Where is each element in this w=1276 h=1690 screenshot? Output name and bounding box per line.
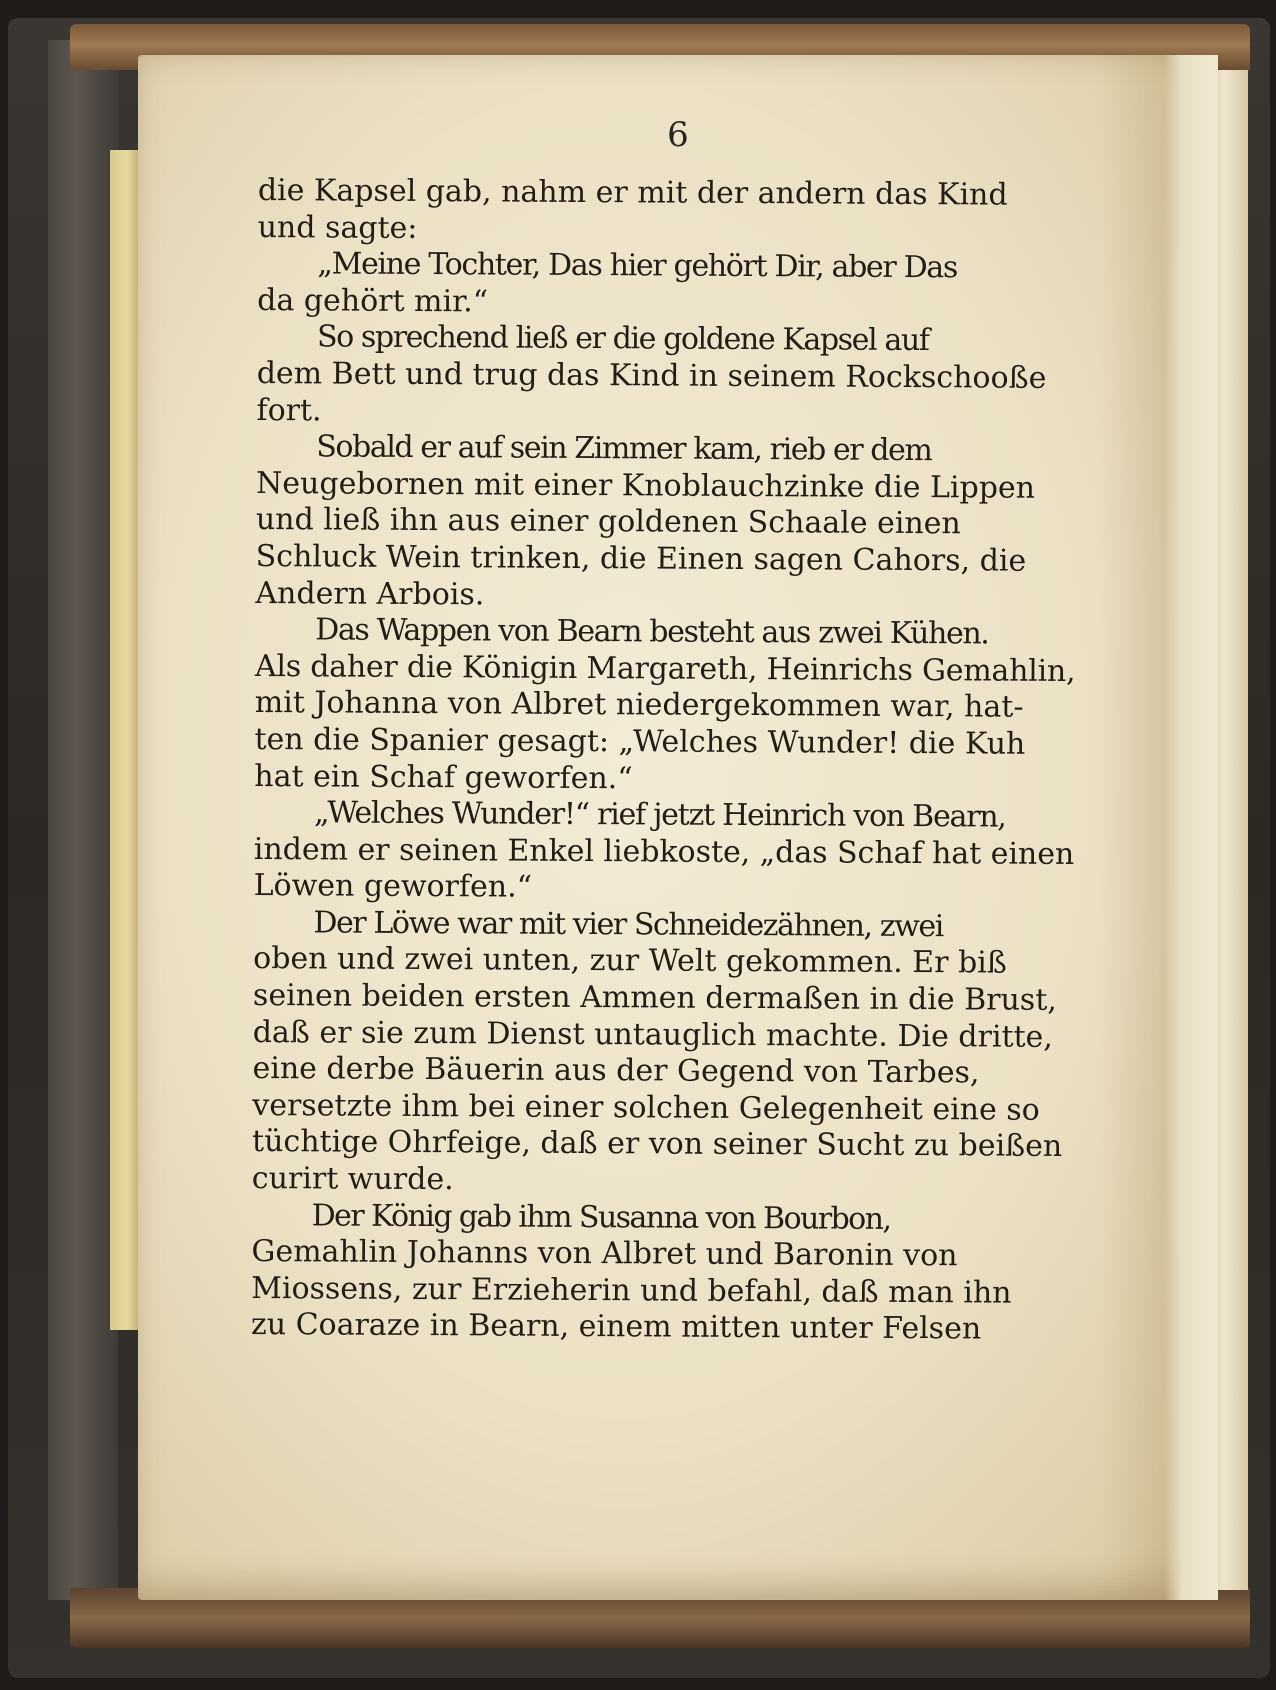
text-line: fort. — [256, 392, 322, 428]
text-line: mit Johanna von Albret niedergekommen war, hat- — [254, 685, 1024, 725]
endpaper-strip — [110, 150, 138, 1330]
text-line: ten die Spanier gesagt: „Welches Wunder! die Kuh — [254, 721, 1026, 762]
text-line: Der Löwe war mit vier Schneidezähnen, zwei — [313, 905, 944, 945]
text-line: „Meine Tochter, Das hier gehört Dir, aber Das — [317, 246, 958, 286]
page-gutter-shadow — [1098, 55, 1218, 1600]
text-line: curirt wurde. — [251, 1161, 454, 1198]
page-number: 6 — [667, 115, 689, 155]
text-line: da gehört mir.“ — [257, 282, 489, 320]
paragraph — [254, 612, 1075, 800]
text-line: Andern Arbois. — [255, 575, 485, 612]
paragraph — [254, 795, 1075, 910]
text-line: versetzte ihm bei einer solchen Gelegenheit eine so — [252, 1087, 1040, 1128]
text-line: Als daher die Königin Margareth, Heinrichs Gemahlin, — [254, 648, 1076, 689]
text-line: tüchtige Ohrfeige, daß er von seiner Sucht zu beißen — [251, 1124, 1063, 1165]
text-line: Schluck Wein trinken, die Einen sagen Cahors, die — [255, 538, 1027, 579]
text-line: dem Bett und trug das Kind in seinem Rockschooße — [256, 355, 1047, 396]
text-line: zu Coaraze in Bearn, einem mitten unter Felsen — [250, 1307, 982, 1347]
text-line: Miossens, zur Erzieherin und befahl, daß man ihn — [251, 1270, 1012, 1311]
paragraph — [257, 246, 1077, 324]
text-line: und ließ ihn aus einer goldenen Schaale einen — [255, 502, 961, 542]
paragraph — [255, 429, 1076, 617]
text-line: oben und zwei unten, zur Welt gekommen. Er biß — [253, 941, 1007, 982]
text-line: die Kapsel gab, nahm er mit der andern das Kind — [257, 173, 1008, 213]
cover-board-left — [48, 40, 118, 1600]
text-line: indem er seinen Enkel liebkoste, „das Schaf hat einen — [253, 831, 1075, 872]
text-line: Sobald er auf sein Zimmer kam, rieb er dem — [316, 429, 932, 469]
paragraph — [252, 905, 1074, 1203]
text-line: Der König gab ihm Susanna von Bourbon, — [311, 1197, 891, 1237]
text-line: und sagte: — [257, 209, 418, 246]
text-line: „Welches Wunder!“ rief jetzt Heinrich von Bearn, — [313, 795, 1006, 835]
book-page — [138, 55, 1218, 1600]
text-line: Neugebornen mit einer Knoblauchzinke die Lippen — [255, 465, 1036, 506]
body-text — [251, 173, 1078, 1349]
paragraph — [256, 319, 1077, 434]
text-line: hat ein Schaf geworfen.“ — [254, 758, 633, 796]
paragraph — [251, 1198, 1072, 1349]
text-line: Löwen geworfen.“ — [253, 868, 533, 905]
text-line: Das Wappen von Bearn besteht aus zwei Kühen. — [315, 612, 989, 652]
text-line: eine derbe Bäuerin aus der Gegend von Tarbes, — [252, 1051, 980, 1091]
text-line: seinen beiden ersten Ammen dermaßen in die Brust, — [252, 978, 1057, 1018]
text-line: Gemahlin Johanns von Albret und Baronin von — [251, 1234, 958, 1274]
text-line: daß er sie zum Dienst untauglich machte. Die dritte, — [252, 1014, 1054, 1055]
text-line: So sprechend ließ er die goldene Kapsel auf — [316, 319, 929, 359]
paragraph — [258, 173, 1078, 251]
